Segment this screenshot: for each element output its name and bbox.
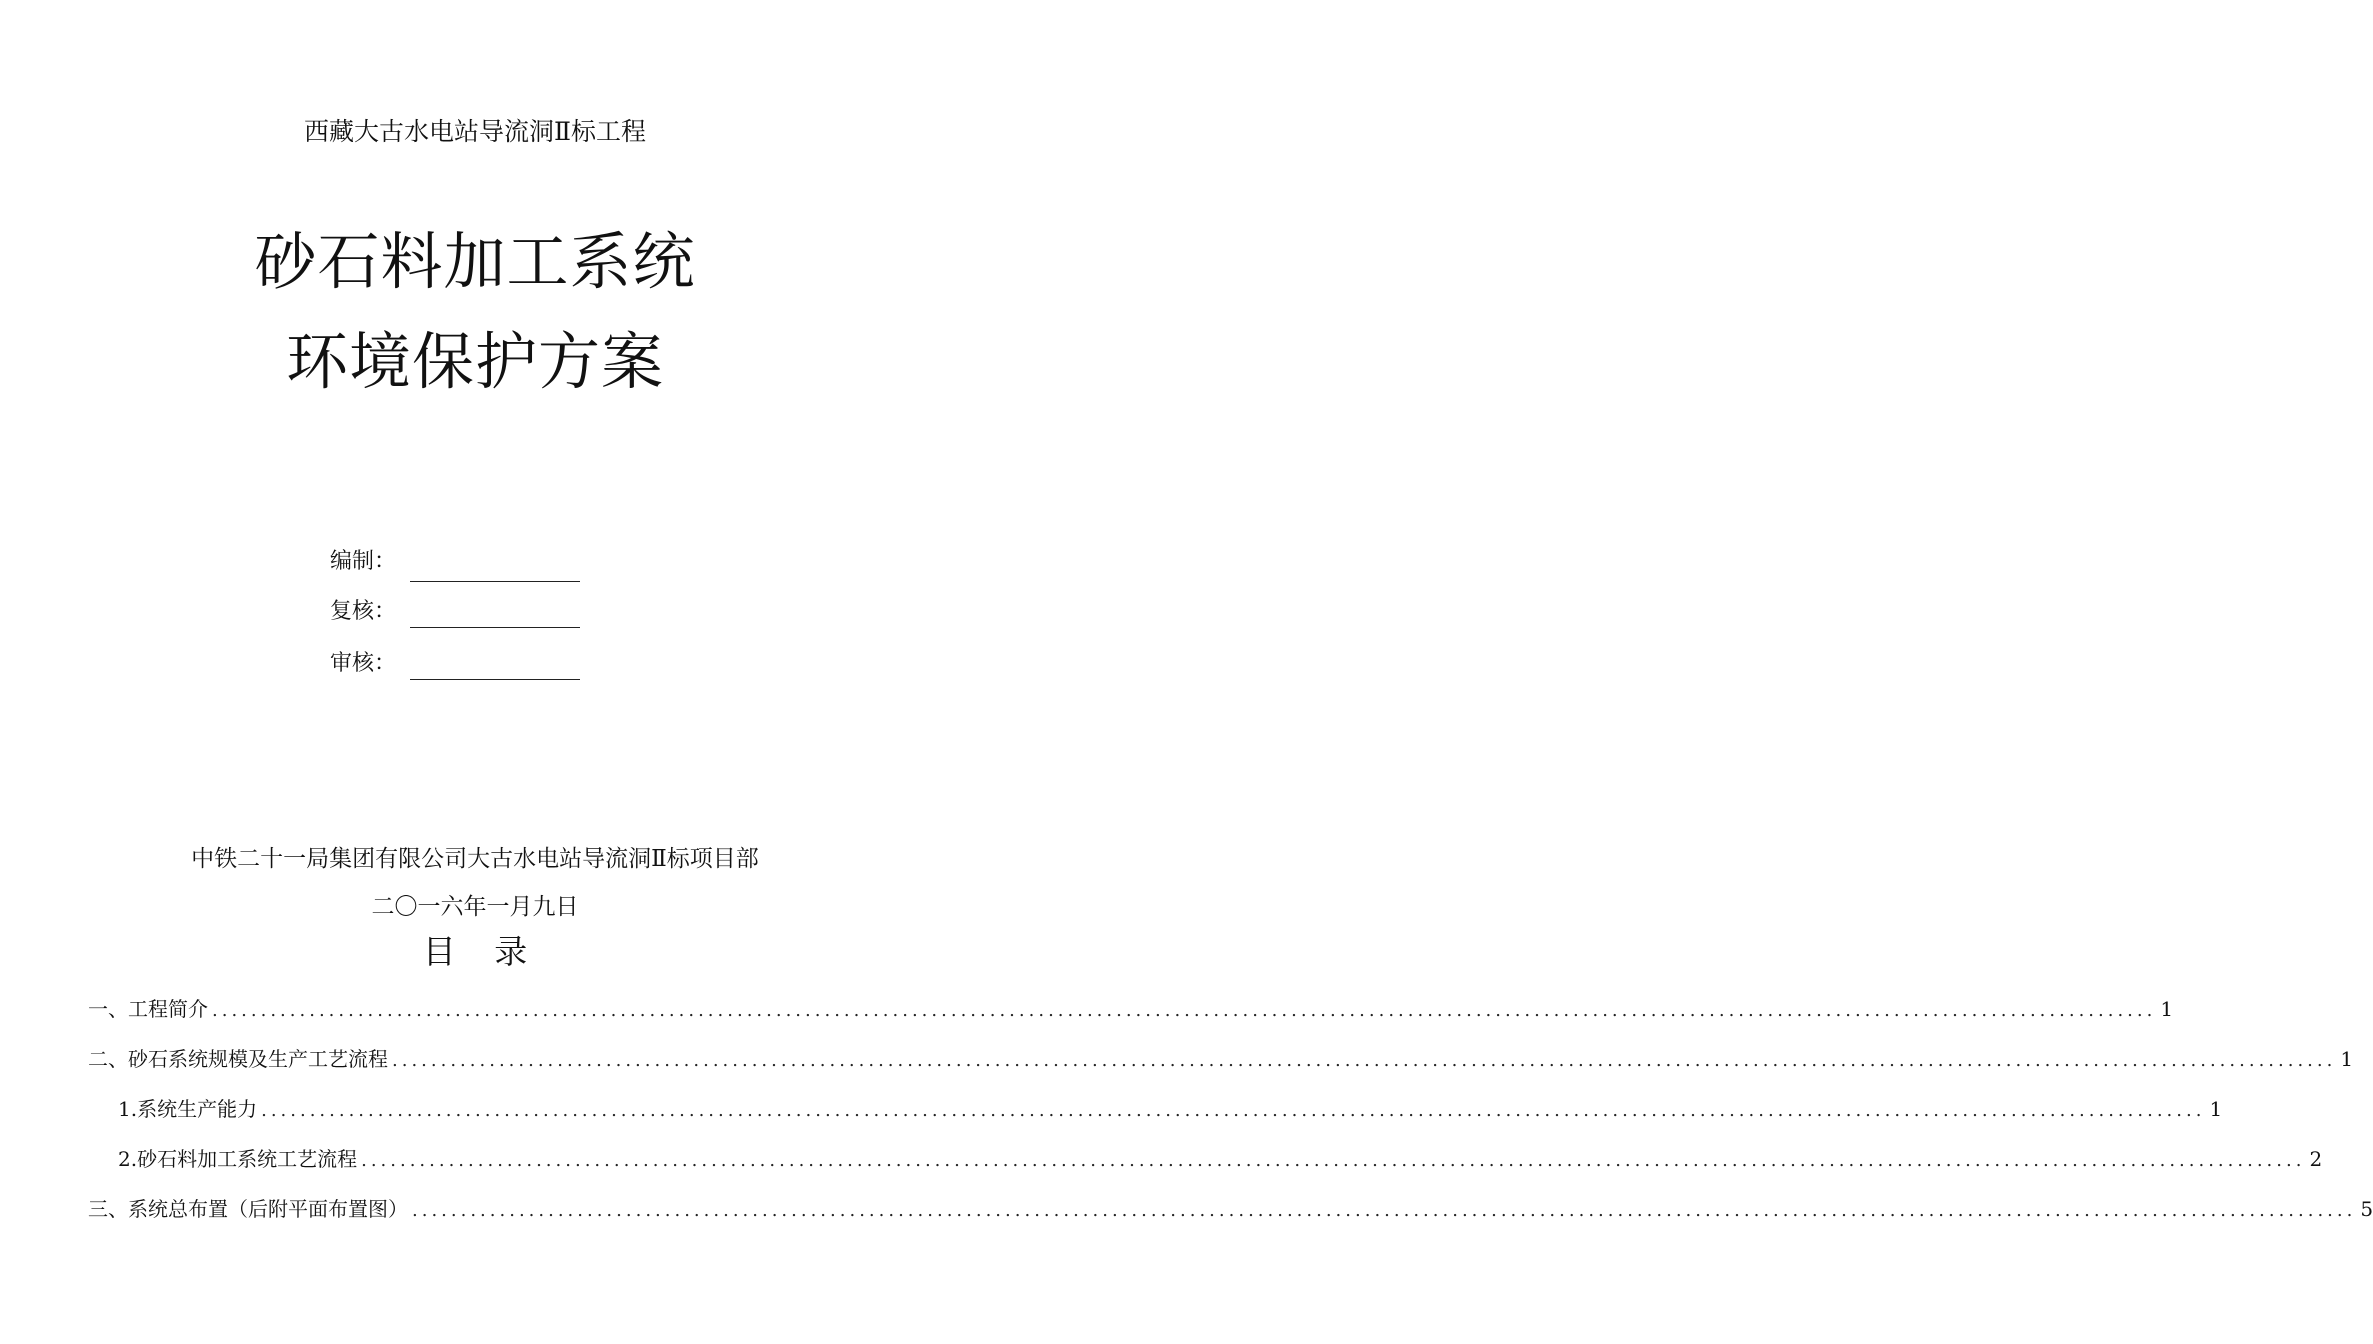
signature-line-compiled	[410, 581, 580, 582]
signature-line-approved	[410, 679, 580, 680]
toc-entry-text: 2.砂石料加工系统工艺流程	[118, 1147, 358, 1171]
signature-line-reviewed	[410, 627, 580, 628]
document-date: 二〇一六年一月九日	[371, 894, 579, 920]
toc-entry-text: 三、系统总布置（后附平面布置图）	[88, 1197, 408, 1221]
document-title-line1: 砂石料加工系统	[254, 225, 696, 298]
toc-entry[interactable]	[88, 993, 2174, 1023]
project-name: 西藏大古水电站导流洞Ⅱ标工程	[304, 117, 646, 146]
toc-entry-page: 1	[2160, 997, 2174, 1021]
toc-entry[interactable]	[88, 1193, 2373, 1223]
signature-label-approved: 审核：	[330, 651, 397, 676]
toc-leader-dots: ........................................................................................................................................................................................................	[261, 1100, 2206, 1121]
signature-label-compiled: 编制：	[330, 549, 397, 574]
toc-entry[interactable]	[88, 1043, 2354, 1073]
toc-heading: 目 录	[422, 932, 542, 971]
organization-name: 中铁二十一局集团有限公司大古水电站导流洞Ⅱ标项目部	[191, 846, 759, 872]
toc-entry[interactable]	[118, 1093, 2223, 1123]
toc-leader-dots: ........................................................................................................................................................................................................	[212, 1000, 2157, 1021]
toc-entry-text: 1.系统生产能力	[118, 1097, 258, 1121]
toc-leader-dots: ........................................................................................................................................................................................................	[361, 1150, 2306, 1171]
toc-entry-page: 2	[2309, 1147, 2323, 1171]
toc-entry-page: 1	[2340, 1047, 2354, 1071]
document-title-line2: 环境保护方案	[285, 325, 664, 398]
toc-entry-text: 二、砂石系统规模及生产工艺流程	[88, 1047, 388, 1071]
toc-leader-dots: ........................................................................................................................................................................................................	[392, 1050, 2337, 1071]
toc-entry-page: 5	[2360, 1197, 2373, 1221]
toc-entry-text: 一、工程简介	[88, 997, 208, 1021]
toc-entry[interactable]	[118, 1143, 2323, 1173]
signature-label-reviewed: 复核：	[330, 599, 397, 624]
toc-entry-page: 1	[2209, 1097, 2223, 1121]
toc-leader-dots: ........................................................................................................................................................................................................	[412, 1200, 2357, 1221]
